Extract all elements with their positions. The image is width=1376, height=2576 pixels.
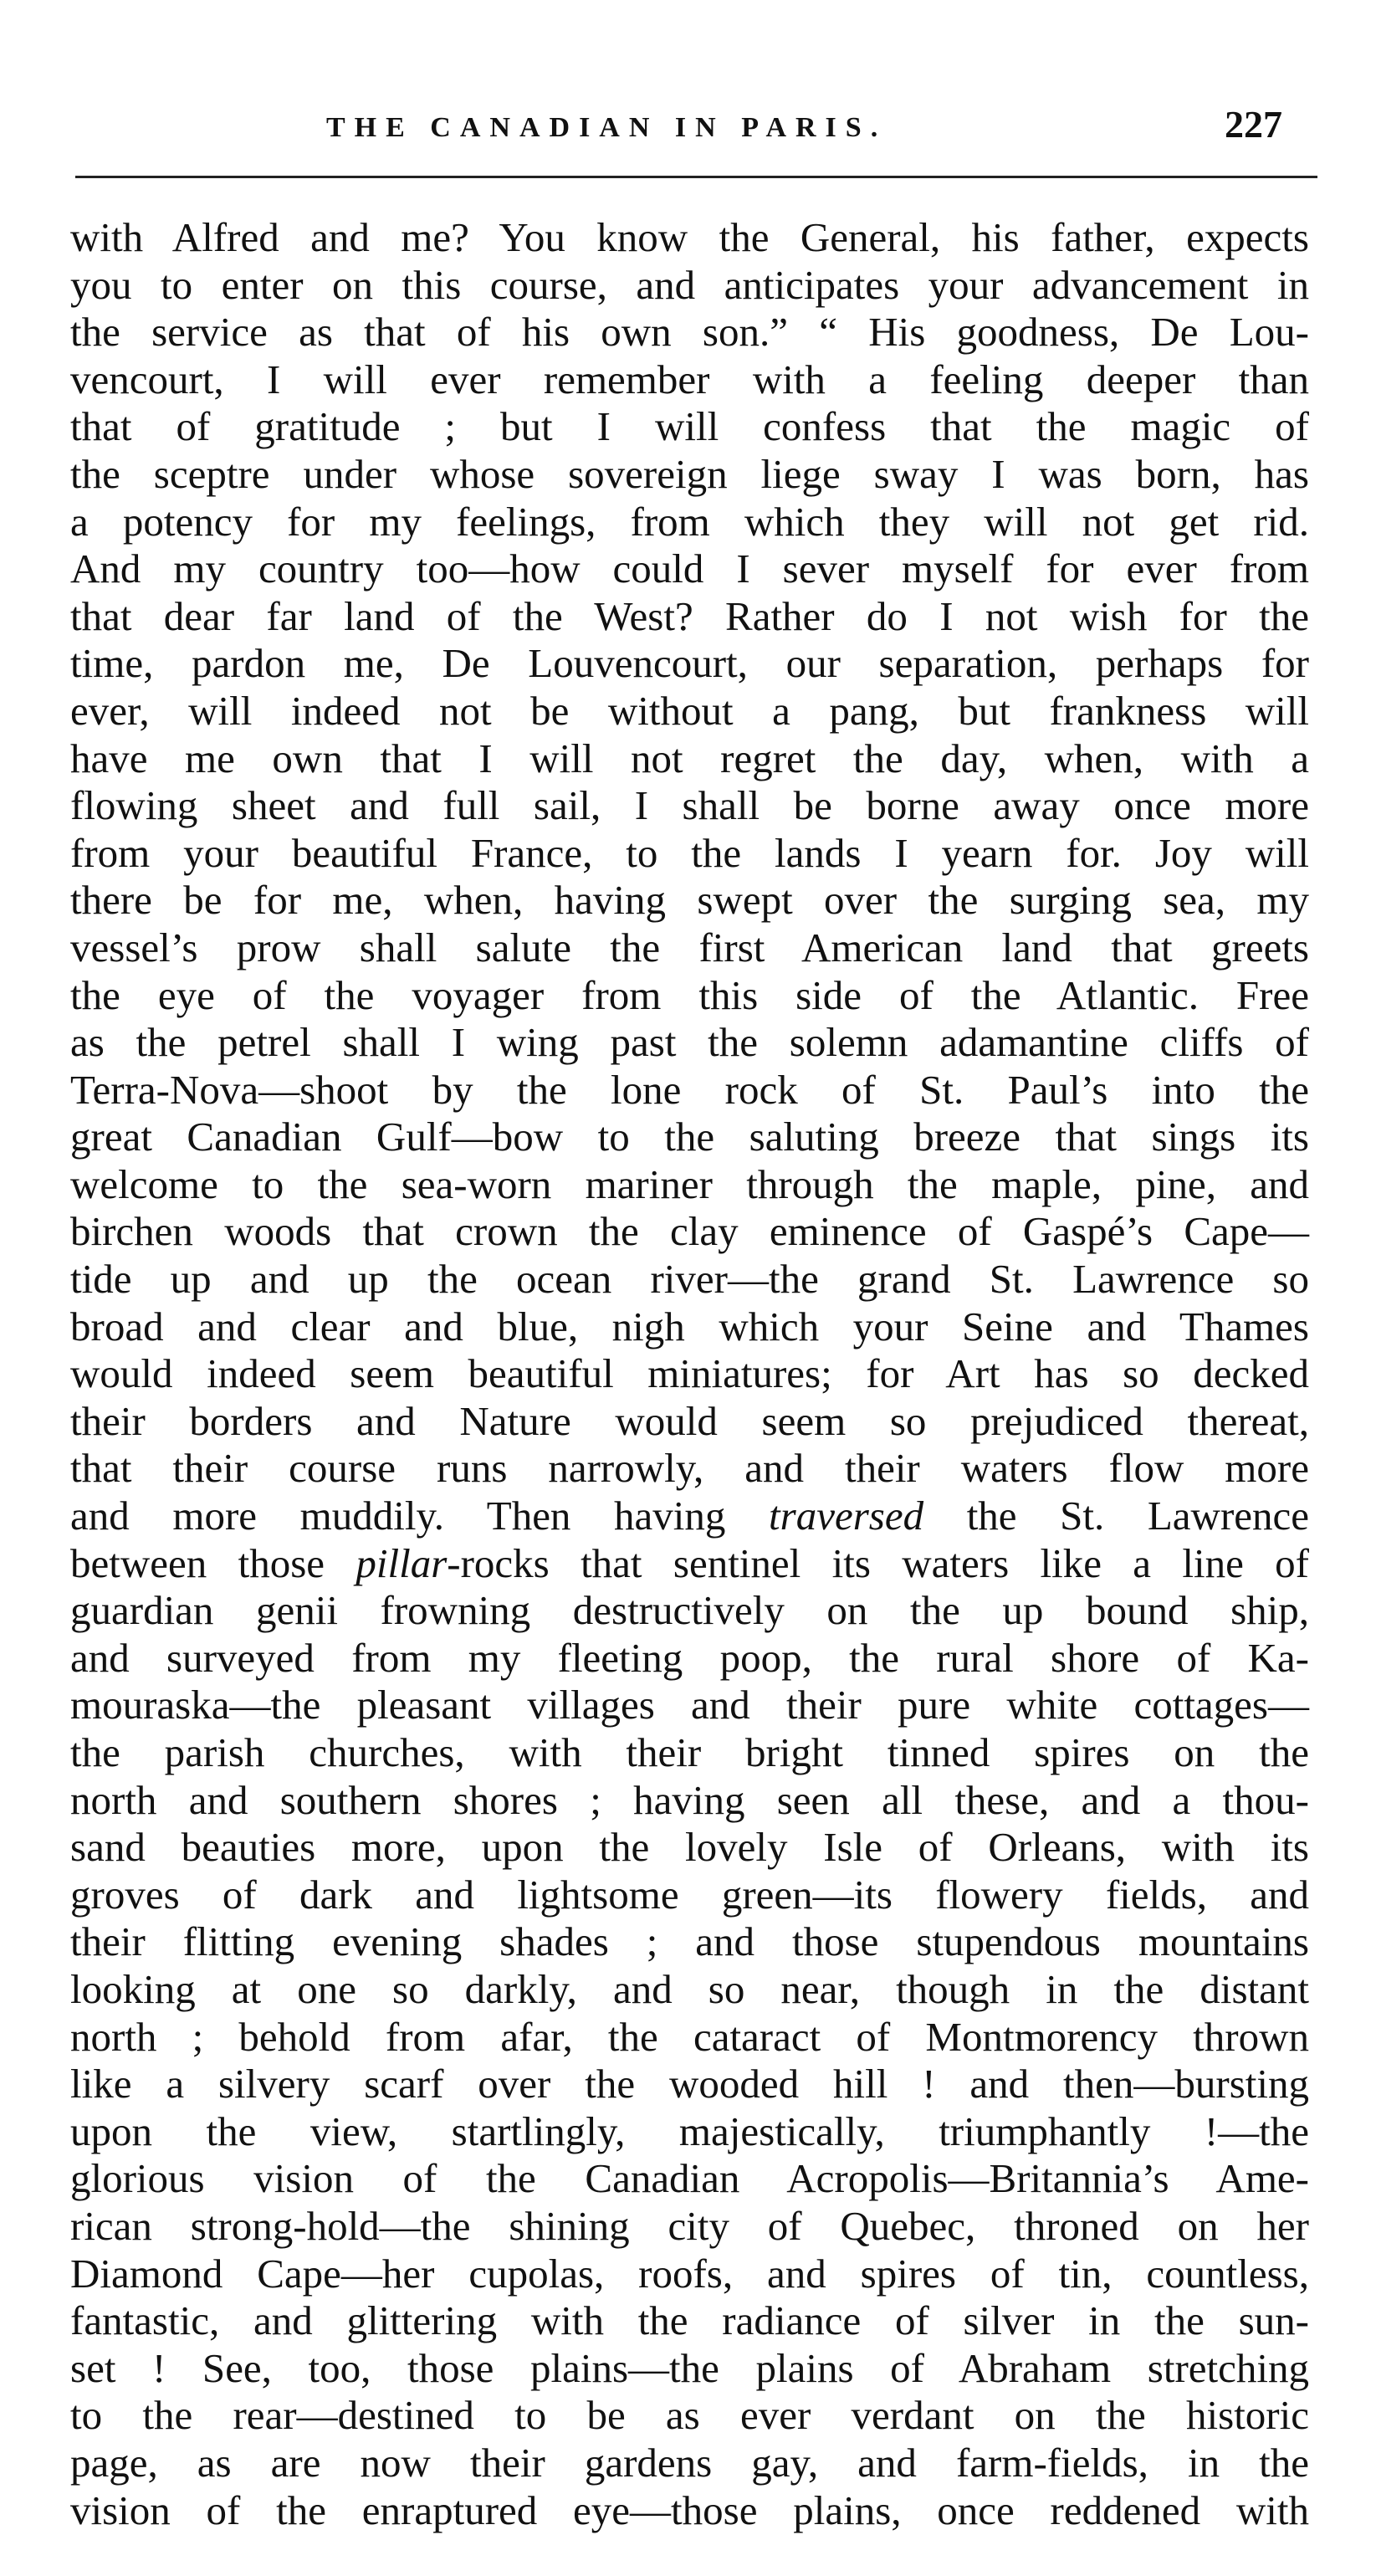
body-text xyxy=(70,214,1309,2534)
text-line: and surveyed from my fleeting poop, the rural shore of Ka- xyxy=(70,1634,1309,1681)
text-line: ever, will indeed not be without a pang, but frankness will xyxy=(70,687,1309,734)
text-line: rican strong-hold—the shining city of Quebec, throned on her xyxy=(70,2202,1309,2249)
text-line: guardian genii frowning destructively on the up bound ship, xyxy=(70,1587,1309,1634)
text-line: the sceptre under whose sovereign liege sway I was born, has xyxy=(70,450,1309,497)
text-line: broad and clear and blue, nigh which your Seine and Thames xyxy=(70,1303,1309,1349)
text-line: their flitting evening shades ; and those stupendous mountains xyxy=(70,1918,1309,1965)
text-line: have me own that I will not regret the day, when, with a xyxy=(70,735,1309,781)
text-line: tide up and up the ocean river—the grand St. Lawrence so xyxy=(70,1256,1309,1303)
text-line: to the rear—destined to be as ever verdant on the historic xyxy=(70,2392,1309,2439)
text-line: the eye of the voyager from this side of the Atlantic. Free xyxy=(70,971,1309,1018)
text-line: with Alfred and me? You know the General, his father, expects xyxy=(70,214,1309,260)
text-line: upon the view, startlingly, majestically, triumphantly !—the xyxy=(70,2107,1309,2154)
text-line: from your beautiful France, to the lands I yearn for. Joy will xyxy=(70,829,1309,876)
text-line: the service as that of his own son.” “ His goodness, De Lou- xyxy=(70,309,1309,356)
text-line: sand beauties more, upon the lovely Isle of Orleans, with its xyxy=(70,1824,1309,1871)
text-line: flowing sheet and full sail, I shall be borne away once more xyxy=(70,782,1309,829)
text-line: set ! See, too, those plains—the plains of Abraham stretching xyxy=(70,2344,1309,2391)
text-line: would indeed seem beautiful miniatures; for Art has so decked xyxy=(70,1350,1309,1397)
text-line: welcome to the sea-worn mariner through the maple, pine, and xyxy=(70,1160,1309,1207)
text-line: like a silvery scarf over the wooded hill ! and then—bursting xyxy=(70,2061,1309,2107)
text-line: time, pardon me, De Louvencourt, our separation, perhaps for xyxy=(70,640,1309,687)
running-title: THE CANADIAN IN PARIS. xyxy=(326,112,887,143)
text-line: vision of the enraptured eye—those plains, once reddened with xyxy=(70,2486,1309,2533)
text-line: page, as are now their gardens gay, and farm-fields, in the xyxy=(70,2439,1309,2486)
text-line: And my country too—how could I sever myself for ever from xyxy=(70,545,1309,592)
text-line: you to enter on this course, and anticipates your advancement in xyxy=(70,261,1309,308)
page-number: 227 xyxy=(1225,103,1282,146)
header-rule xyxy=(75,176,1317,178)
text-line: and more muddily. Then having traversed the St. Lawrence xyxy=(70,1493,1310,1539)
running-head xyxy=(75,99,1301,157)
text-line: as the petrel shall I wing past the solemn adamantine cliffs of xyxy=(70,1019,1309,1066)
text-line: north and southern shores ; having seen all these, and a thou- xyxy=(70,1776,1309,1823)
text-line: the parish churches, with their bright tinned spires on the xyxy=(70,1729,1309,1775)
text-line: fantastic, and glittering with the radiance of silver in the sun- xyxy=(70,2297,1309,2344)
text-line: looking at one so darkly, and so near, though in the distant xyxy=(70,1965,1309,2012)
text-line: north ; behold from afar, the cataract of Montmorency thrown xyxy=(70,2013,1309,2060)
text-line: Diamond Cape—her cupolas, roofs, and spires of tin, countless, xyxy=(70,2250,1309,2297)
text-line: a potency for my feelings, from which they will not get rid. xyxy=(70,498,1309,545)
text-line: between those pillar-rocks that sentinel its waters like a line of xyxy=(70,1539,1309,1586)
text-line: vessel’s prow shall salute the first American land that greets xyxy=(70,924,1309,970)
text-line: mouraska—the pleasant villages and their pure white cottages— xyxy=(70,1682,1309,1728)
text-line: groves of dark and lightsome green—its flowery fields, and xyxy=(70,1871,1309,1918)
text-line: birchen woods that crown the clay eminence of Gaspé’s Cape— xyxy=(70,1208,1309,1255)
text-line: there be for me, when, having swept over the surging sea, my xyxy=(70,877,1309,924)
text-line: vencourt, I will ever remember with a feeling deeper than xyxy=(70,356,1309,402)
text-line: that their course runs narrowly, and their waters flow more xyxy=(70,1445,1309,1492)
text-line: great Canadian Gulf—bow to the saluting breeze that sings its xyxy=(70,1114,1309,1160)
text-line: their borders and Nature would seem so prejudiced thereat, xyxy=(70,1397,1309,1444)
text-line: that of gratitude ; but I will confess that the magic of xyxy=(70,403,1309,450)
text-line: Terra-Nova—shoot by the lone rock of St. Paul’s into the xyxy=(70,1066,1309,1113)
text-line: that dear far land of the West? Rather do I not wish for the xyxy=(70,592,1309,639)
text-line: glorious vision of the Canadian Acropolis—Britannia’s Ame- xyxy=(70,2155,1309,2202)
